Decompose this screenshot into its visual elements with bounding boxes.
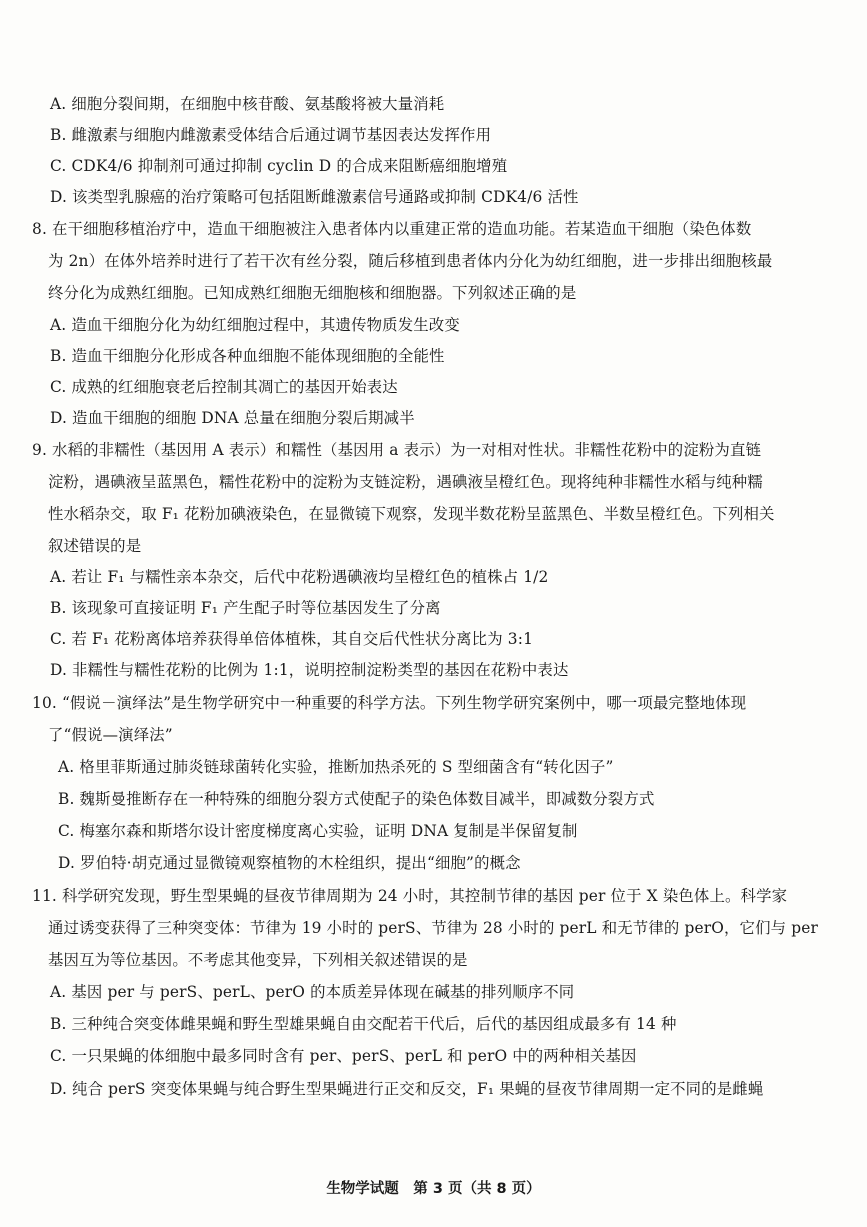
q8-stem-line3: 终分化为成熟红细胞。已知成熟红细胞无细胞核和细胞器。下列叙述正确的是 — [48, 284, 577, 302]
q9-option-d: D. 非糯性与糯性花粉的比例为 1:1，说明控制淀粉类型的基因在花粉中表达 — [50, 661, 569, 679]
q9-stem-line3: 性水稻杂交，取 F₁ 花粉加碘液染色，在显微镜下观察，发现半数花粉呈蓝黑色、半数呈橙红色。下列相关 — [48, 505, 775, 523]
q10-stem-line2: 了“假说—演绎法” — [48, 726, 173, 744]
q9-option-b: B. 该现象可直接证明 F₁ 产生配子时等位基因发生了分离 — [50, 599, 441, 617]
q10-option-c: C. 梅塞尔森和斯塔尔设计密度梯度离心实验，证明 DNA 复制是半保留复制 — [58, 822, 578, 840]
q10-option-a: A. 格里菲斯通过肺炎链球菌转化实验，推断加热杀死的 S 型细菌含有“转化因子” — [58, 758, 614, 776]
q8-stem-line2: 为 2n）在体外培养时进行了若干次有丝分裂，随后移植到患者体内分化为幼红细胞，进一步排出细胞核最 — [48, 252, 773, 270]
q7-option-a: A. 细胞分裂间期，在细胞中核苷酸、氨基酸将被大量消耗 — [50, 95, 445, 113]
q8-option-d: D. 造血干细胞的细胞 DNA 总量在细胞分裂后期减半 — [50, 409, 415, 427]
q8-option-c: C. 成熟的红细胞衰老后控制其凋亡的基因开始表达 — [50, 378, 398, 396]
q11-stem-line1: 11. 科学研究发现，野生型果蝇的昼夜节律周期为 24 小时，其控制节律的基因 per 位于 X 染色体上。科学家 — [32, 887, 788, 905]
q9-option-c: C. 若 F₁ 花粉离体培养获得单倍体植株，其自交后代性状分离比为 3:1 — [50, 630, 534, 648]
q7-option-c: C. CDK4/6 抑制剂可通过抑制 cyclin D 的合成来阻断癌细胞增殖 — [50, 157, 508, 175]
q9-stem-line2: 淀粉，遇碘液呈蓝黑色，糯性花粉中的淀粉为支链淀粉，遇碘液呈橙红色。现将纯种非糯性水稻与纯种糯 — [48, 473, 763, 491]
q11-option-a: A. 基因 per 与 perS、perL、perO 的本质差异体现在碱基的排列顺序不同 — [50, 983, 575, 1001]
q7-option-b: B. 雌激素与细胞内雌激素受体结合后通过调节基因表达发挥作用 — [50, 126, 492, 144]
q10-option-d: D. 罗伯特·胡克通过显微镜观察植物的木栓组织，提出“细胞”的概念 — [58, 854, 521, 872]
q11-stem-line3: 基因互为等位基因。不考虑其他变异，下列相关叙述错误的是 — [48, 951, 468, 969]
q10-option-b: B. 魏斯曼推断存在一种特殊的细胞分裂方式使配子的染色体数目减半，即减数分裂方式 — [58, 790, 655, 808]
q11-option-d: D. 纯合 perS 突变体果蝇与纯合野生型果蝇进行正交和反交，F₁ 果蝇的昼夜节律周期一定不同的是雌蝇 — [50, 1080, 764, 1098]
q9-stem-line1: 9. 水稻的非糯性（基因用 A 表示）和糯性（基因用 a 表示）为一对相对性状。非糯性花粉中的淀粉为直链 — [32, 441, 762, 459]
q8-stem-line1: 8. 在干细胞移植治疗中，造血干细胞被注入患者体内以重建正常的造血功能。若某造血干细胞（染色体数 — [32, 220, 752, 238]
q8-option-a: A. 造血干细胞分化为幼红细胞过程中，其遗传物质发生改变 — [50, 316, 460, 334]
q8-option-b: B. 造血干细胞分化形成各种血细胞不能体现细胞的全能性 — [50, 347, 445, 365]
q11-stem-line2: 通过诱变获得了三种突变体：节律为 19 小时的 perS、节律为 28 小时的 perL 和无节律的 perO，它们与 per — [48, 919, 818, 937]
q9-option-a: A. 若让 F₁ 与糯性亲本杂交，后代中花粉遇碘液均呈橙红色的植株占 1/2 — [50, 568, 549, 586]
q7-option-d: D. 该类型乳腺癌的治疗策略可包括阻断雌激素信号通路或抑制 CDK4/6 活性 — [50, 188, 579, 206]
q11-option-c: C. 一只果蝇的体细胞中最多同时含有 per、perS、perL 和 perO 中的两种相关基因 — [50, 1047, 637, 1065]
q10-stem-line1: 10. “假说－演绎法”是生物学研究中一种重要的科学方法。下列生物学研究案例中，哪一项最完整地体现 — [32, 694, 747, 712]
page-footer: 生物学试题 第 3 页（共 8 页） — [326, 1181, 541, 1197]
q9-stem-line4: 叙述错误的是 — [48, 537, 142, 555]
q11-option-b: B. 三种纯合突变体雌果蝇和野生型雄果蝇自由交配若干代后，后代的基因组成最多有 14 种 — [50, 1015, 677, 1033]
